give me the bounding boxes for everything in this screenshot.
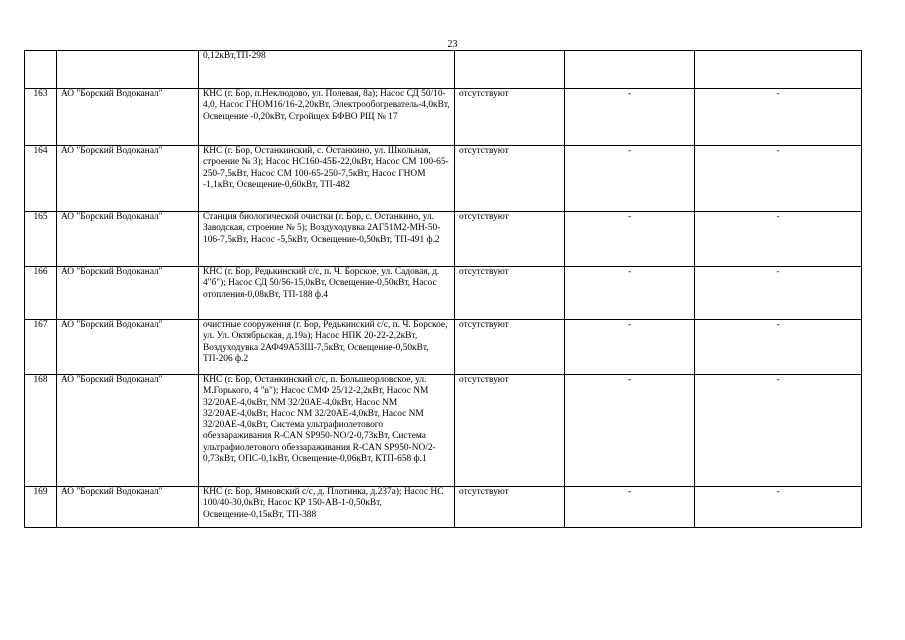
row-number: 167 (25, 320, 57, 375)
column-5-cell: - (565, 487, 695, 528)
row-number: 166 (25, 267, 57, 320)
column-6-cell: - (695, 487, 862, 528)
table-row (25, 320, 862, 375)
status-cell: отсутствуют (455, 375, 565, 487)
table-row-continuation (25, 51, 862, 89)
organization-cell: АО "Борский Водоканал" (57, 212, 199, 267)
organization-cell: АО "Борский Водоканал" (57, 267, 199, 320)
data-table (24, 50, 862, 528)
column-5-cell: - (565, 89, 695, 146)
organization-cell: АО "Борский Водоканал" (57, 146, 199, 212)
column-6-cell: - (695, 146, 862, 212)
organization-cell: АО "Борский Водоканал" (57, 320, 199, 375)
description-cell: Станция биологической очистки (г. Бор, с. Останкино, ул. Заводская, строение № 5); Воздуходувка 2АГ51М2-МН-50-106-7,5кВт, Насос -5,5кВт, Освещение-0,50кВт, ТП-491 ф.2 (199, 212, 455, 267)
description-cell: очистные сооружения (г. Бор, Редькинский с/с, п. Ч. Борское, ул. Ул. Октябрьская, д.19а); Насос НПК 20-22-2,2кВт, Воздуходувка 2АФ49А53Ш-7,5кВт, Освещение-0,50кВт, ТП-206 ф.2 (199, 320, 455, 375)
table-row (25, 267, 862, 320)
row-number: 163 (25, 89, 57, 146)
column-5-cell (565, 51, 695, 89)
column-6-cell (695, 51, 862, 89)
description-cell: КНС (г. Бор, п.Неклюдово, ул. Полевая, 8а); Насос СД 50/10-4,0, Насос ГНОМ16/16-2,20кВт, Электрообогреватель-4,0кВт, Освещение -0,20кВт, Стройщех БФВО РЩ № 17 (199, 89, 455, 146)
organization-cell: АО "Борский Водоканал" (57, 487, 199, 528)
table-row (25, 375, 862, 487)
description-cell: КНС (г. Бор, Ямновский с/с, д. Плотинка, д.237а); Насос НС 100/40-30,0кВт, Насос КР 150-АВ-1-0,50кВт, Освещение-0,15кВт, ТП-388 (199, 487, 455, 528)
table-row (25, 212, 862, 267)
column-5-cell: - (565, 146, 695, 212)
row-number (25, 51, 57, 89)
column-6-cell: - (695, 212, 862, 267)
description-cell: КНС (г. Бор, Останкинский с/с, п. Большеорловское, ул. М.Горького, 4 "в"); Насос СМФ 25/12-2,2кВт, Насос NM 32/20АЕ-4,0кВт, NM 32/20АЕ-4,0кВт, Насос NM 32/20АЕ-4,0кВт, Насос NM 32/20АЕ-4,0кВт, Насос NM 32/20АЕ-4,0кВт, Система ультрафиолетового обеззараживания R-CAN SP950-NO/2-0,73кВт, Система ультрафиолетового обеззараживания R-CAN SP950-NO/2-0,73кВт, ОПС-0,1кВт, Освещение-0,06кВт, КТП-658 ф.1 (199, 375, 455, 487)
organization-cell: АО "Борский Водоканал" (57, 89, 199, 146)
page-number: 23 (447, 39, 458, 50)
table-row (25, 487, 862, 528)
table-row (25, 89, 862, 146)
status-cell: отсутствуют (455, 89, 565, 146)
column-6-cell: - (695, 267, 862, 320)
description-cell: КНС (г. Бор, Редькинский с/с, п. Ч. Борское, ул. Садовая, д. 4"б"); Насос СД 50/56-15,0кВт, Освещение-0,50кВт, Насос отопления-0,08кВт, ТП-188 ф.4 (199, 267, 455, 320)
description-cell: КНС (г. Бор, Останкинский, с. Останкино, ул. Школьная, строение № 3); Насос НС160-45Б-22,0кВт, Насос СМ 100-65-250-7,5кВт, Насос СМ 100-65-250-7,5кВт, Насос ГНОМ -1,1кВт, Освещение-0,60кВт, ТП-482 (199, 146, 455, 212)
row-number: 165 (25, 212, 57, 267)
status-cell: отсутствуют (455, 212, 565, 267)
row-number: 169 (25, 487, 57, 528)
column-5-cell: - (565, 375, 695, 487)
column-6-cell: - (695, 89, 862, 146)
organization-cell: АО "Борский Водоканал" (57, 375, 199, 487)
description-cell: 0,12кВт,ТП-298 (199, 51, 455, 89)
column-6-cell: - (695, 320, 862, 375)
status-cell: отсутствуют (455, 146, 565, 212)
row-number: 164 (25, 146, 57, 212)
organization-cell (57, 51, 199, 89)
status-cell: отсутствуют (455, 267, 565, 320)
status-cell: отсутствуют (455, 320, 565, 375)
status-cell: отсутствуют (455, 487, 565, 528)
column-6-cell: - (695, 375, 862, 487)
table-row (25, 146, 862, 212)
row-number: 168 (25, 375, 57, 487)
column-5-cell: - (565, 267, 695, 320)
status-cell (455, 51, 565, 89)
column-5-cell: - (565, 320, 695, 375)
column-5-cell: - (565, 212, 695, 267)
